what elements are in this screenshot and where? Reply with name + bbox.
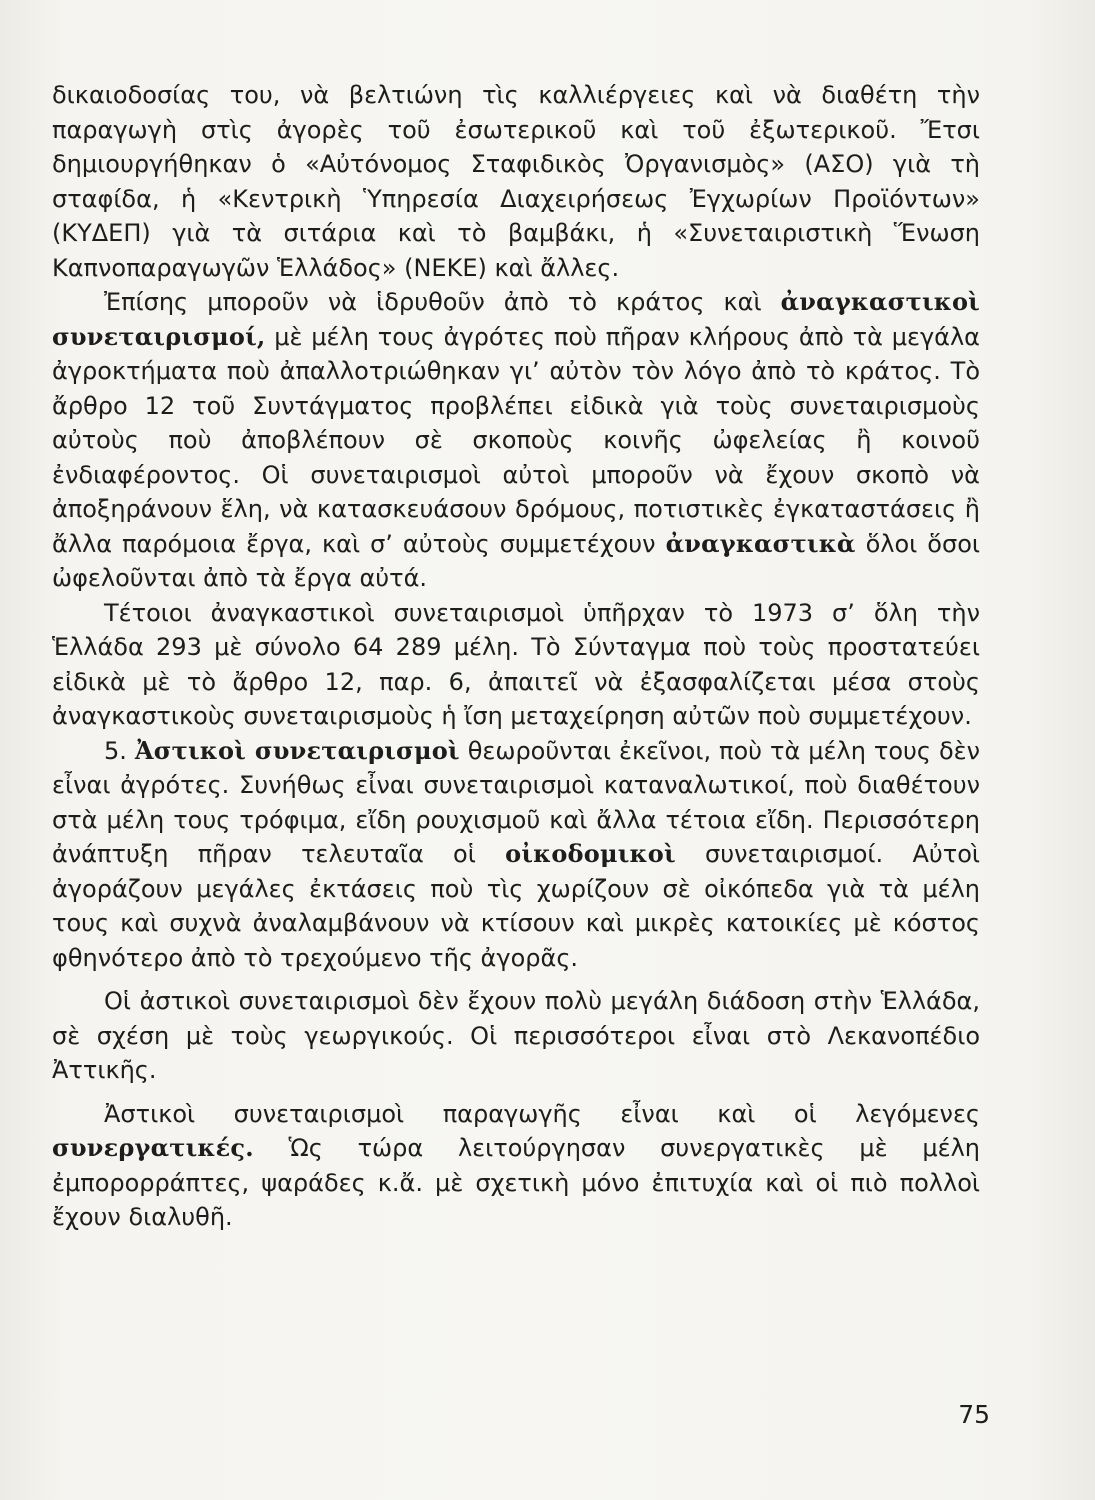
paragraph-text: Οἱ ἀστικοὶ συνεταιρισμοὶ δὲν ἔχουν πολὺ μεγάλη διάδοση στὴν Ἑλλάδα, σὲ σχέση μὲ τοὺς γεωργικούς. Οἱ περισσότεροι εἶναι στὸ Λεκανοπέδιο Ἀττικῆς.	[52, 987, 980, 1084]
bold-term: ἀναγκαστικὰ	[665, 528, 856, 558]
paragraph-text: Ἐπίσης μποροῦν νὰ ἱδρυθοῦν ἀπὸ τὸ κράτος καὶ	[104, 288, 781, 316]
bold-term: συνεργατικές.	[52, 1133, 254, 1162]
paragraph-text: θεωροῦνται ἐκεῖνοι, ποὺ τὰ μέλη τους δὲν εἶναι ἀγρότες. Συνήθως εἶναι συνεταιρισμοὶ καταναλωτικοί, ποὺ διαθέτουν στὰ μέλη τους τρόφιμα, εἴδη ρουχισμοῦ καὶ ἄλλα τέτοια εἴδη. Περισσότερη ἀνάπτυξη πῆραν τελευταῖα οἱ	[52, 736, 981, 868]
paragraph-text: μὲ μέλη τους ἀγρότες ποὺ πῆραν κλήρους ἀπὸ τὰ μεγάλα ἀγροκτήματα ποὺ ἀπαλλοτριώθηκαν γι’ αὐτὸν τὸν λόγο ἀπὸ τὸ κράτος. Τὸ ἄρθρο 12 τοῦ Συντάγματος προβλέπει εἰδικὰ γιὰ τοὺς συνεταιρισμοὺς αὐτοὺς ποὺ ἀποβλέπουν σὲ σκοποὺς κοινῆς ὠφελείας ἢ κοινοῦ ἐνδιαφέροντος. Οἱ συνεταιρισμοὶ αὐτοὶ μποροῦν νὰ ἔχουν σκοπὸ νὰ ἀποξηράνουν ἕλη, νὰ κατασκευάσουν δρόμους, ποτιστικὲς ἐγκαταστάσεις ἢ ἄλλα παρόμοια ἔργα, καὶ σ’ αὐτοὺς συμμετέχουν	[52, 322, 980, 558]
paragraph-text: ὅλοι ὅσοι ὠφελοῦνται ἀπὸ τὰ ἔργα αὐτά.	[52, 529, 980, 592]
paragraph-text: συνεταιρισμοί. Αὐτοὶ ἀγοράζουν μεγάλες ἐκτάσεις ποὺ τὶς χωρίζουν σὲ οἰκόπεδα γιὰ τὰ μέλη τους καὶ συχνὰ ἀναλαμβάνουν νὰ κτίσουν καὶ μικρὲς κατοικίες μὲ κόστος φθηνότερο ἀπὸ τὸ τρεχούμενο τῆς ἀγορᾶς.	[52, 840, 981, 972]
paragraph-text: δικαιοδοσίας του, νὰ βελτιώνη τὶς καλλιέργειες καὶ νὰ διαθέτη τὴν παραγωγὴ στὶς ἀγορὲς τοῦ ἐσωτερικοῦ καὶ τοῦ ἐξωτερικοῦ. Ἔτσι δημιουργήθηκαν ὁ «Αὐτόνομος Σταφιδικὸς Ὀργανισμὸς» (ΑΣΟ) γιὰ τὴ σταφίδα, ἡ «Κεντρικὴ Ὑπηρεσία Διαχειρήσεως Ἐγχωρίων Προϊόντων» (ΚΥΔΕΠ) γιὰ τὰ σιτάρια καὶ τὸ βαμβάκι, ἡ «Συνεταιριστικὴ Ἕνωση Καπνοπαραγωγῶν Ἑλλάδος» (ΝΕΚΕ) καὶ ἄλλες.	[52, 81, 980, 282]
paragraph-5	[52, 984, 980, 1088]
body-text	[52, 78, 980, 1235]
paragraph-4	[52, 734, 980, 976]
section-number: 5.	[104, 736, 135, 765]
bold-term: ἀναγκαστικοὶ συνεταιρισμοί,	[52, 287, 980, 351]
paragraph-text: Ἀστικοὶ συνεταιρισμοὶ παραγωγῆς εἶναι καὶ οἱ λεγόμενες	[104, 1099, 980, 1128]
bold-term: οἰκοδομικοὶ	[505, 839, 676, 868]
page-number: 75	[958, 1400, 990, 1429]
bold-term: Ἀστικοὶ συνεταιρισμοὶ	[134, 735, 460, 765]
paragraph-2	[52, 285, 980, 596]
paragraph-text: Ὡς τώρα λειτούργησαν συνεργατικὲς μὲ μέλη ἐμπορορράπτες, ψαράδες κ.ἄ. μὲ σχετικὴ μόνο ἐπιτυχία καὶ οἱ πιὸ πολλοὶ ἔχουν διαλυθῆ.	[52, 1134, 980, 1231]
paragraph-text: Τέτοιοι ἀναγκαστικοὶ συνεταιρισμοὶ ὑπῆρχαν τὸ 1973 σ’ ὅλη τὴν Ἑλλάδα 293 μὲ σύνολο 64 289 μέλη. Τὸ Σύνταγμα ποὺ τοὺς προστατεύει εἰδικὰ μὲ τὸ ἄρθρο 12, παρ. 6, ἀπαιτεῖ νὰ ἐξασφαλίζεται μέσα στοὺς ἀναγκαστικοὺς συνεταιρισμοὺς ἡ ἴση μεταχείρηση αὐτῶν ποὺ συμμετέχουν.	[52, 598, 980, 730]
paragraph-3	[52, 596, 980, 734]
paragraph-1	[52, 78, 980, 285]
paragraph-6	[52, 1097, 980, 1235]
